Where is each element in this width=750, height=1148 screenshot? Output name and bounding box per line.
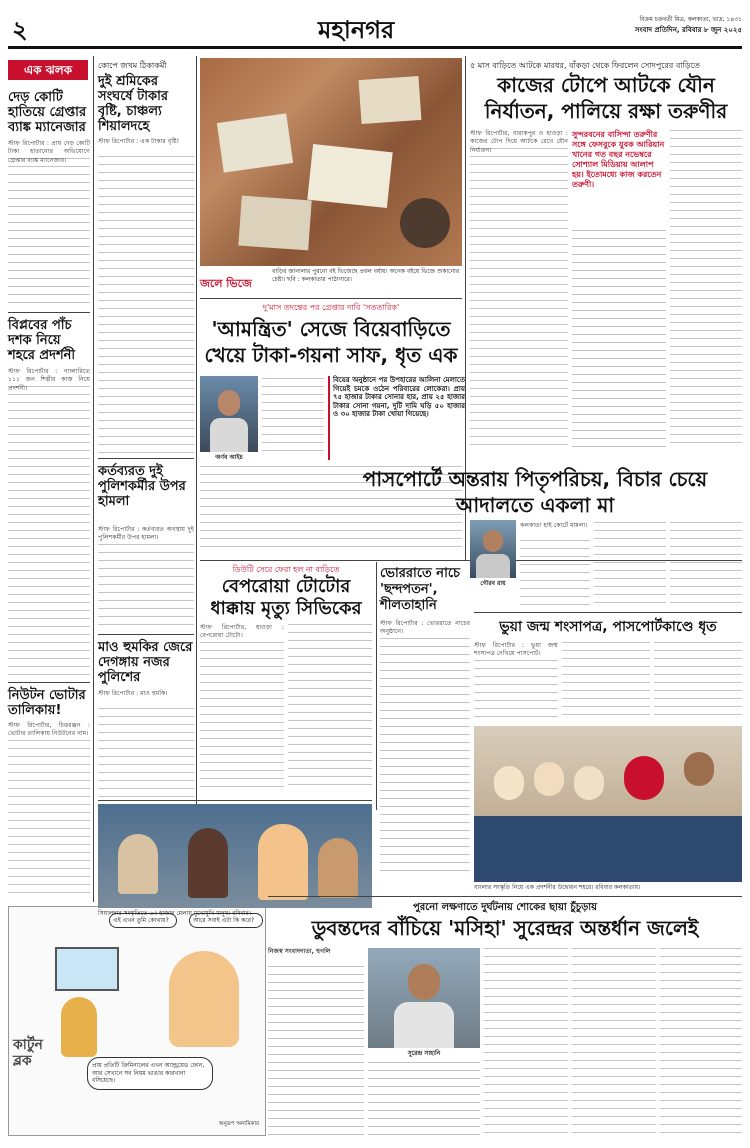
cartoon-figure	[169, 951, 239, 1047]
brief-body	[8, 386, 90, 676]
photo-caption: বাংলার সংস্কৃতি নিয়ে এক প্রদর্শনীর উদ্বোধন শহরে। রবিবার কলকাতায়।	[474, 884, 641, 891]
brief-body	[8, 740, 90, 900]
story-kicker: ডিউটি সেরে ফেরা হল না বাড়িতে	[232, 565, 340, 574]
event-photo	[474, 726, 742, 882]
brief-lead: স্টাফ রিপোর্টার : প্রায় দেড় কোটি টাকা হাতানোর অভিযোগে গ্রেপ্তার ব্যাঙ্ক ম্যানেজার।	[8, 140, 90, 164]
story-lead: স্টাফ রিপোর্টার : ভোররাতে নাচের অনুষ্ঠানে।	[380, 620, 470, 636]
divider	[8, 312, 90, 313]
story-kicker: পুরনো লক্ষণাতে দুর্ঘটনায় শোকের ছায়া চুঁচুড়ায়	[412, 902, 598, 913]
story-body	[572, 948, 656, 1136]
story-kicker: ৫ মাস বাড়িতে আটকে মারধর, বাঁকড়া থেকে ফিরলেন সোদপুরের বাড়িতে	[470, 61, 700, 70]
brief-headline: বিপ্লবের পাঁচ দশক নিয়ে শহরে প্রদর্শনী	[8, 318, 76, 363]
story-lead: স্টাফ রিপোর্টার, হাওড়া : বেপরোয়া টোটো।	[200, 624, 284, 640]
divider	[200, 560, 462, 561]
story-body	[660, 948, 742, 1136]
story-callout: বিয়ের অনুষ্ঠানে পর উপহারের আলিনা মেলাতে গিয়েই চমকে ওঠেন পরিবারের লোকেরা। প্রায় ৭৫ হাজার টাকার সোনার হার, প্রায় ২৫ হাজার টাকার সোনা গয়না, দুটি দামি ঘড়ি ৫০ হাজার ও ৩০ হাজার টাকা খোয়া গিয়েছে।	[328, 376, 465, 460]
story-headline: পাসপোর্টে অন্তরায় পিতৃপরিচয়, বিচার চেয়ে আদালতে একলা মা	[362, 467, 708, 517]
divider	[268, 896, 742, 897]
divider	[98, 634, 194, 635]
sidebar-label: এক ঝলক	[8, 60, 88, 80]
masthead-rule	[8, 46, 742, 49]
portrait-caption: সুরেন্দ্র সাহানি	[407, 1050, 441, 1057]
masthead-info-line1: বিক্রম চক্রবর্তী মিত্র, কলকাতা, ভাদ্র, ১৪৩১	[639, 16, 742, 23]
cartoon-label: কার্টুন ব্লক	[13, 1037, 43, 1069]
byline: নিজস্ব সংবাদদাতা, হুগলি	[268, 948, 331, 955]
story-lead: স্টাফ রিপোর্টার : এক টাকার বৃষ্টি!	[98, 138, 180, 145]
brief-headline: নিউটন ভোটার তালিকায়!	[8, 688, 86, 718]
story-pullquote: সুন্দরবনের বাসিন্দা তরুণীর সঙ্গে ফেসবুকে যুবক আরিয়ান খানের গত বছর নভেম্বরে সোশ্যাল মিডিয়ায় আলাপ হয়। ইতোমধ্যে কাজ করতেন তরুণী।	[572, 130, 665, 189]
story-body	[200, 642, 284, 792]
byline-photo	[470, 520, 516, 578]
column-divider	[196, 56, 197, 902]
brief-lead: স্টাফ রিপোর্টার : গ্যালারিতে ১১১ জন শিল্পীর কাজ নিয়ে প্রদর্শনী।	[8, 368, 90, 392]
story-body	[670, 522, 742, 610]
cartoon-bubble: এই এখন তুমি কোথায়?	[109, 913, 177, 928]
photo-caption: বাড়ির জানালার পুরনো বই ভিজেছে প্রবল বর্ষায়। অনেক বইয়ে ভিজে শুকানোর চেষ্টা। ছবি : কলকাতার পাঠাগারে।	[272, 268, 460, 283]
story-body	[380, 638, 470, 874]
story-lead: স্টাফ রিপোর্টার : মাও হুমকি।	[98, 690, 168, 697]
story-kicker: কোপে জখম ঠিকাকর্মী	[98, 61, 167, 70]
story-body	[474, 660, 558, 722]
story-body	[368, 1062, 480, 1136]
story-headline: 'আমন্ত্রিত' সেজে বিয়েবাড়িতে খেয়ে টাকা-গয়না সাফ, ধৃত এক	[204, 317, 458, 367]
story-body	[268, 966, 364, 1136]
brief-lead: স্টাফ রিপোর্টার, চিত্তরঞ্জন : ভোটার তালিকায় নিউটনের নাম।	[8, 722, 90, 738]
divider	[8, 682, 90, 683]
brief-body	[8, 158, 90, 308]
story-headline: ডুবন্তদের বাঁচিয়ে 'মসিহা' সুরেন্দ্রর অন্তর্ধান জলেই	[311, 916, 699, 940]
story-lead: স্টাফ রিপোর্টার : কর্তব্যরত অবস্থায় দুই পুলিশকর্মীর উপর হামলা।	[98, 526, 194, 542]
story-headline: দুই শ্রমিকের সংঘর্ষে টাকার বৃষ্টি, চাঞ্চল্য শিয়ালদহে	[98, 74, 168, 134]
cartoon-bubble: প্রায় প্রতিটি ক্রিমিনালের এখন অ্যান্ড্রয়েড ফোন, আর সেখানে সব নিয়ম ভাঙার কারখানা বসিয়েছে।	[87, 1057, 213, 1090]
cartoon-credit: অনুরূপ অনামিকার	[218, 1121, 259, 1127]
story-body	[594, 522, 666, 610]
cartoon-tv	[55, 947, 119, 991]
divider	[474, 612, 742, 613]
portrait-caption: অর্ণব আইচ	[215, 454, 243, 461]
brief-headline: দেড় কোটি হাতিয়ে গ্রেপ্তার ব্যাঙ্ক ম্যানেজার	[8, 90, 87, 135]
story-headline: মাও হুমকির জেরে দেগঙ্গায় নজর পুলিশের	[98, 640, 193, 685]
masthead-info-line2: সংবাদ প্রতিদিন, রবিবার ৮ জুন ২০২৫	[634, 26, 742, 34]
story-kicker: দু'মাস তদন্তের পর গ্রেপ্তার দাবি 'সততারিক'	[262, 303, 400, 312]
divider	[98, 800, 372, 801]
cartoon-panel	[8, 906, 266, 1136]
story-headline: বেপরোয়া টোটোর ধাক্কায় মৃত্যু সিভিকের	[210, 576, 362, 619]
story-body	[98, 544, 194, 630]
column-divider	[376, 562, 377, 810]
story-body	[484, 948, 568, 1136]
portrait-photo	[368, 948, 480, 1048]
story-body	[572, 230, 666, 450]
story-headline: ভুয়া জন্ম শংসাপত্র, পাসপোর্টকাণ্ডে ধৃত	[499, 619, 717, 635]
photo-label-text: জলে ভিজে	[200, 277, 252, 290]
story-body	[562, 642, 650, 722]
story-body	[262, 378, 324, 458]
portrait-photo	[200, 376, 258, 452]
story-body	[520, 540, 590, 610]
cartoon-bubble: আরে সবাই এটা কি করে?	[189, 913, 263, 928]
divider	[200, 298, 462, 299]
story-body	[654, 642, 742, 722]
story-body	[288, 624, 372, 792]
photo-caption: সিয়ালদার সংস্কৃতিতে ৬৩ হাজার মেলায় মুখোমুখি মানুষ। রবিবার।	[98, 910, 251, 917]
section-title: মহানগর	[318, 15, 395, 44]
story-body	[98, 156, 194, 456]
story-body	[670, 130, 742, 450]
books-photo	[200, 58, 462, 266]
story-headline: কর্তব্যরত দুই পুলিশকর্মীর উপর হামলা	[98, 464, 186, 509]
story-body	[470, 148, 568, 448]
byline-name: গৌরব রায়	[480, 580, 506, 587]
story-lead: স্টাফ রিপোর্টার, বারাকপুর ও হাওড়া : কাজের টোপ দিয়ে আটকে রেখে যৌন নির্যাতন।	[470, 130, 568, 154]
cartoon-figure	[61, 997, 97, 1057]
column-divider	[93, 56, 94, 902]
divider	[98, 458, 194, 459]
story-headline: ভোররাতে নাচে 'ছন্দপতন', শীলতাহানি	[380, 566, 461, 613]
page-number: ২	[12, 15, 28, 44]
story-lead: স্টাফ রিপোর্টার : ভুয়া জন্ম শংসাপত্র দেখিয়ে পাসপোর্ট।	[474, 642, 558, 658]
story-headline: কাজের টোপে আটকে যৌন নির্যাতন, পালিয়ে রক্ষা তরুণীর	[484, 73, 728, 123]
story-lead: কলকাতা হাই কোর্টে মামলা।	[520, 522, 588, 529]
crowd-photo	[98, 804, 372, 908]
